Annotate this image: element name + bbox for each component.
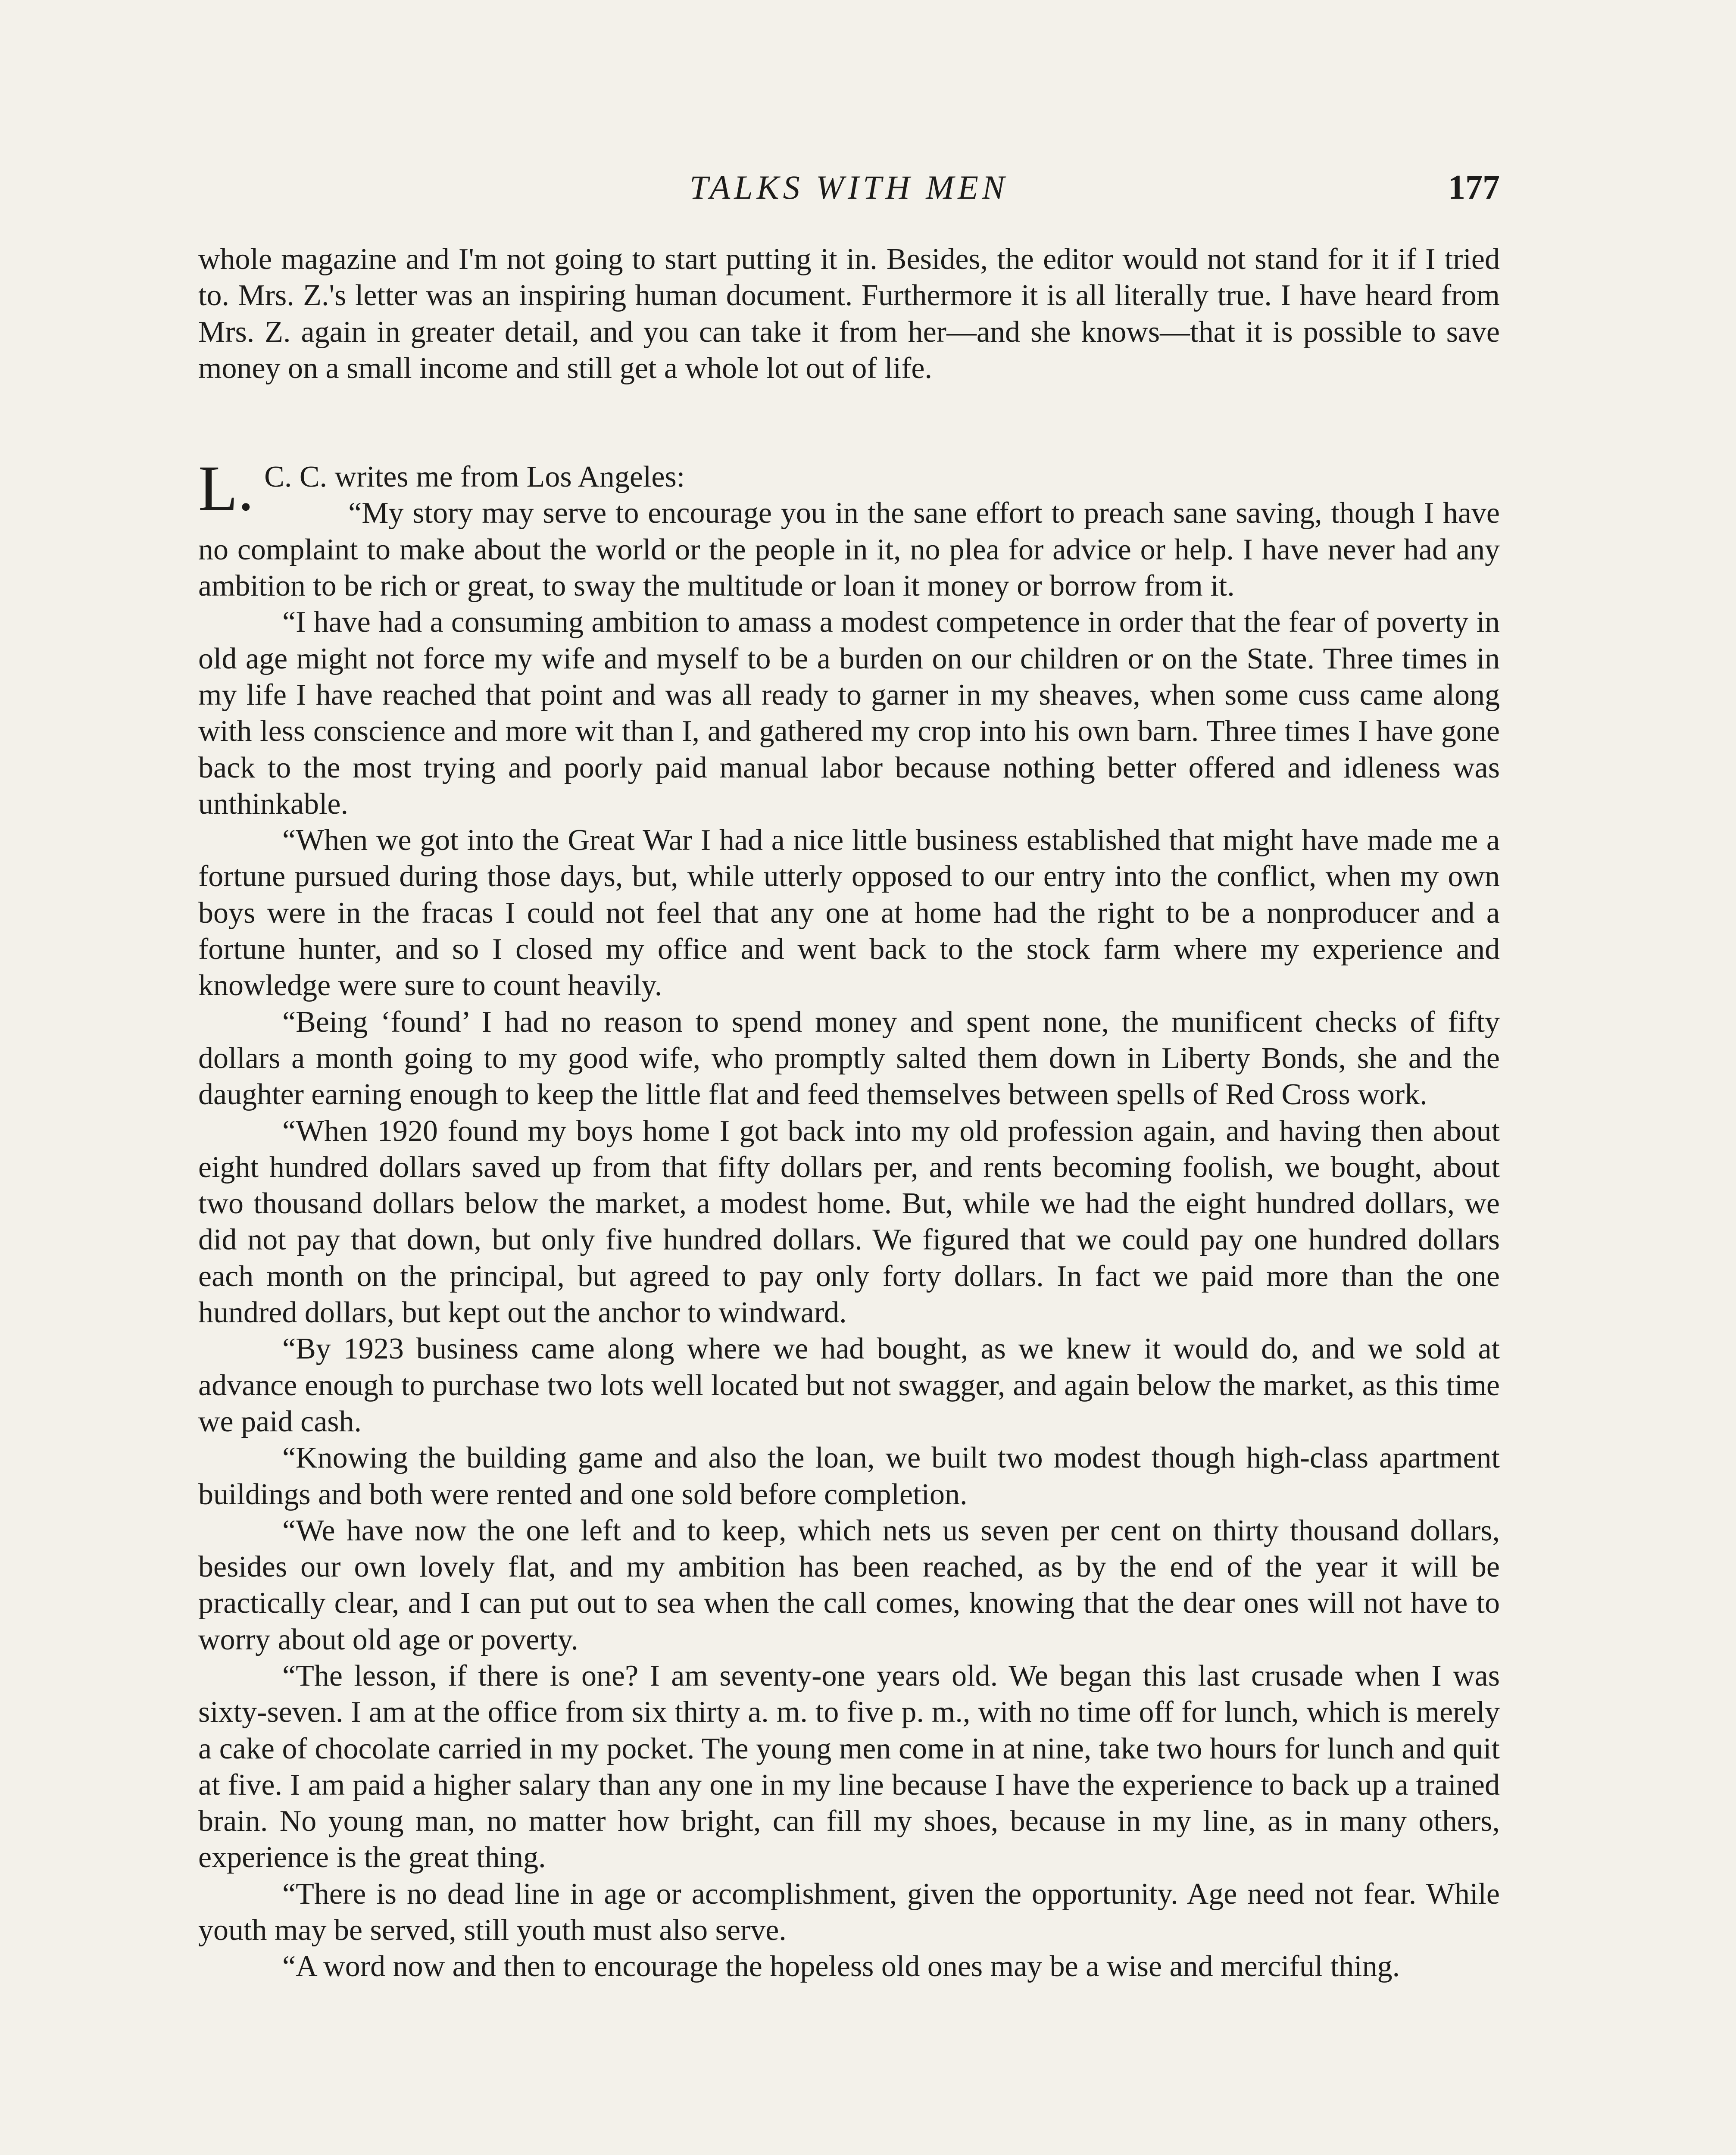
article-body xyxy=(198,241,1500,1985)
paragraph-letter-opening: “My story may serve to encourage you in the sane effort to preach sane saving, though I have no complaint to make about the world or the people in it, no plea for advice or help. I have never had any ambition to be rich or great, to sway the multitude or loan it money or borrow from it. xyxy=(198,497,1500,603)
paragraph: “I have had a consuming ambition to amass a modest competence in order that the fear of poverty in old age might not force my wife and myself to be a burden on our children or on the State. Three times in my life I have reached that point and was all ready to garner in my sheaves, when some cuss came along with less conscience and more wit than I, and gathered my crop into his own barn. Three times I have gone back to the most trying and poorly paid manual labor because nothing better offered and idleness was unthinkable. xyxy=(198,606,1500,821)
paragraph: “Knowing the building game and also the loan, we built two modest though high-class apartment buildings and both were rented and one sold before completion. xyxy=(198,1441,1500,1511)
running-title: TALKS WITH MEN xyxy=(690,169,1009,206)
page-number: 177 xyxy=(1448,169,1500,206)
paragraph: “When we got into the Great War I had a nice little business established that might have made me a fortune pursued during those days, but, while utterly opposed to our entry into the conflict, when my own boys were in the fracas I could not feel that any one at home had the right to be a nonproducer and a fortune hunter, and so I closed my office and went back to the stock farm where my experience and knowledge were sure to count heavily. xyxy=(198,824,1500,1003)
paragraph: “There is no dead line in age or accomplishment, given the opportunity. Age need not fear. While youth may be served, still youth must also serve. xyxy=(198,1877,1500,1947)
paragraph: “By 1923 business came along where we had bought, as we knew it would do, and we sold at advance enough to purchase two lots well located but not swagger, and again below the market, as this time we paid cash. xyxy=(198,1332,1500,1438)
running-head xyxy=(198,164,1500,211)
paragraph: “A word now and then to encourage the hopeless old ones may be a wise and merciful thing. xyxy=(282,1950,1400,1983)
paragraph: “We have now the one left and to keep, which nets us seven per cent on thirty thousand dollars, besides our own lovely flat, and my ambition has been reached, as by the end of the year it will be practically clear, and I can put out to sea when the call comes, knowing that the dear ones will not have to worry about old age or poverty. xyxy=(198,1514,1500,1656)
paragraph-continued: whole magazine and I'm not going to start putting it in. Besides, the editor would not stand for it if I tried to. Mrs. Z.'s letter was an inspiring human document. Furthermore it is all literally true. I have heard from Mrs. Z. again in greater detail, and you can take it from her—and she knows—that it is possible to save money on a small income and still get a whole lot out of life. xyxy=(198,243,1500,385)
paragraph-intro-text: C. C. writes me from Los Angeles: xyxy=(264,460,685,494)
paragraph: “The lesson, if there is one? I am seventy-one years old. We began this last crusade when I was sixty-seven. I am at the office from six thirty a. m. to five p. m., with no time off for lunch, which is merely a cake of chocolate carried in my pocket. The young men come in at nine, take two hours for lunch and quit at five. I am paid a higher salary than any one in my line because I have the experience to back up a trained brain. No young man, no matter how bright, can fill my shoes, because in my line, as in many others, experience is the great thing. xyxy=(198,1659,1500,1874)
paragraph: “Being ‘found’ I had no reason to spend money and spent none, the munificent checks of fifty dollars a month going to my good wife, who promptly salted them down in Liberty Bonds, she and the daughter earning enough to keep the little flat and feed themselves between spells of Red Cross work. xyxy=(198,1005,1500,1112)
paragraph-intro xyxy=(198,453,1500,604)
paragraph: “When 1920 found my boys home I got back into my old profession again, and having then about eight hundred dollars saved up from that fifty dollars per, and rents becoming foolish, we bought, about two thousand dollars below the market, a modest home. But, while we had the eight hundred dollars, we did not pay that down, but only five hundred dollars. We figured that we could pay one hundred dollars each month on the principal, but agreed to pay only forty dollars. In fact we paid more than the one hundred dollars, but kept out the anchor to windward. xyxy=(198,1114,1500,1330)
drop-cap: L. xyxy=(198,453,254,525)
